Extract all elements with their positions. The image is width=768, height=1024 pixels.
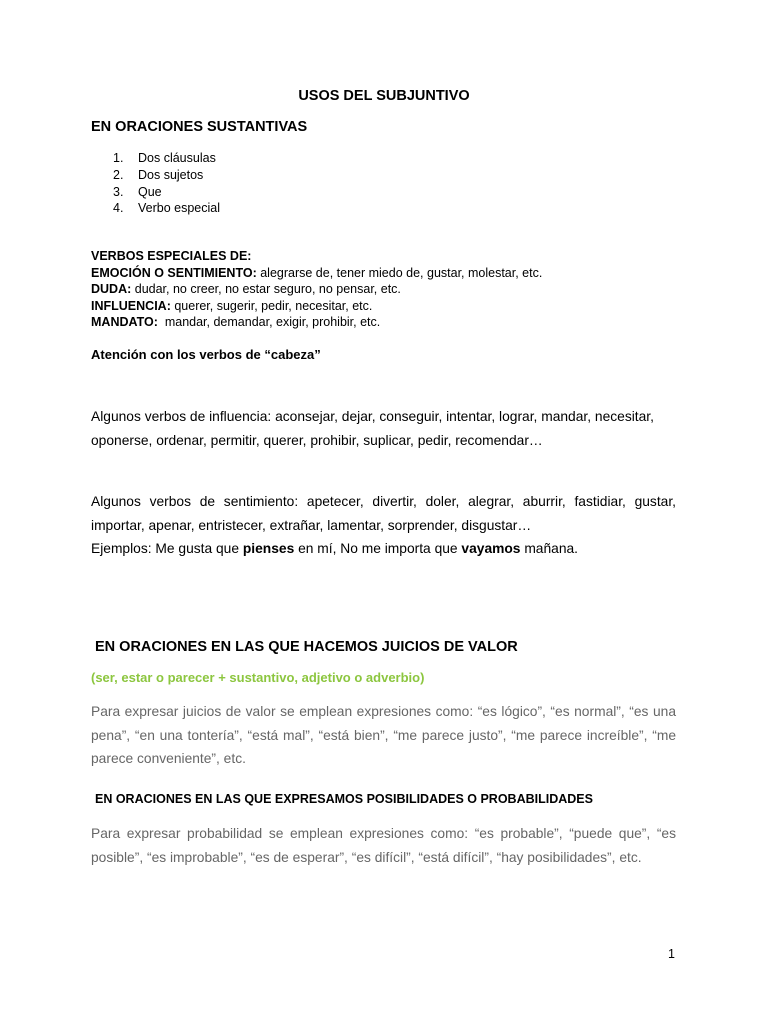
list-item-text: Dos sujetos xyxy=(138,167,204,182)
verbos-line-influencia xyxy=(91,298,542,315)
section-heading-sustantivas: EN ORACIONES SUSTANTIVAS xyxy=(91,119,308,135)
list-item-number: 3. xyxy=(113,184,124,199)
paragraph-verbos-influencia: Algunos verbos de influencia: aconsejar, dejar, conseguir, intentar, lograr, mandar, necesitar, oponerse, ordenar, permitir, querer, prohibir, suplicar, pedir, recomendar… xyxy=(91,409,654,448)
verbos-text: alegrarse de, tener miedo de, gustar, molestar, etc. xyxy=(256,265,543,280)
page-number: 1 xyxy=(668,947,675,961)
paragraph-posibilidades: Para expresar probabilidad se emplean expresiones como: “es probable”, “puede que”, “es posible”, “es improbable”, “es de esperar”, “es difícil”, “está difícil”, “hay posibilidades”, etc. xyxy=(91,826,676,865)
section-heading-posibilidades: EN ORACIONES EN LAS QUE EXPRESAMOS POSIBILIDADES O PROBABILIDADES xyxy=(95,792,593,806)
list-item-text: Verbo especial xyxy=(138,201,221,216)
verbos-line-mandato xyxy=(91,314,542,331)
section-heading-juicios: EN ORACIONES EN LAS QUE HACEMOS JUICIOS DE VALOR xyxy=(95,639,518,655)
atencion-note: Atención con los verbos de “cabeza” xyxy=(91,347,321,362)
list-item-number: 2. xyxy=(113,167,124,182)
paragraph-juicios: Para expresar juicios de valor se emplean expresiones como: “es lógico”, “es normal”, “es una pena”, “en una tontería”, “está mal”, “está bien”, “me parece justo”, “me parece increíble”, “me parece conveniente”, etc. xyxy=(91,704,676,766)
list-item-text: Dos cláusulas xyxy=(138,151,216,165)
verbos-text: mandar, demandar, exigir, prohibir, etc. xyxy=(157,315,381,330)
verbos-line-emocion xyxy=(91,265,542,282)
verbos-especiales-heading: VERBOS ESPECIALES DE: xyxy=(91,249,252,263)
list-item-number: 4. xyxy=(113,201,124,216)
paragraph-verbos-sentimiento: Algunos verbos de sentimiento: apetecer, divertir, doler, alegrar, aburrir, fastidiar, gustar, importar, apenar, entristecer, extrañar, lamentar, sorprender, disgustar… xyxy=(91,494,676,533)
ejemplos-bold-verb: vayamos xyxy=(461,541,521,556)
verbos-text: querer, sugerir, pedir, necesitar, etc. xyxy=(170,298,373,313)
verbos-especiales-block xyxy=(91,248,542,331)
document-title: USOS DEL SUBJUNTIVO xyxy=(298,88,470,104)
ejemplos-text: Ejemplos: Me gusta que xyxy=(91,541,243,556)
ejemplos-bold-verb: pienses xyxy=(242,541,295,556)
ejemplos-text: en mí, No me importa que xyxy=(294,541,462,556)
verbos-label: DUDA: xyxy=(91,282,132,297)
verbos-label: INFLUENCIA: xyxy=(91,298,171,313)
paragraph-ejemplos xyxy=(91,537,676,561)
ejemplos-text: mañana. xyxy=(520,541,579,556)
juicios-subtitle: (ser, estar o parecer + sustantivo, adjetivo o adverbio) xyxy=(91,670,425,685)
list-item-text: Que xyxy=(138,184,162,199)
list-item-number: 1. xyxy=(113,151,124,165)
verbos-label: MANDATO: xyxy=(91,315,158,330)
verbos-label: EMOCIÓN O SENTIMIENTO: xyxy=(91,265,257,280)
verbos-text: dudar, no creer, no estar seguro, no pensar, etc. xyxy=(131,282,401,297)
verbos-line-duda xyxy=(91,281,542,298)
